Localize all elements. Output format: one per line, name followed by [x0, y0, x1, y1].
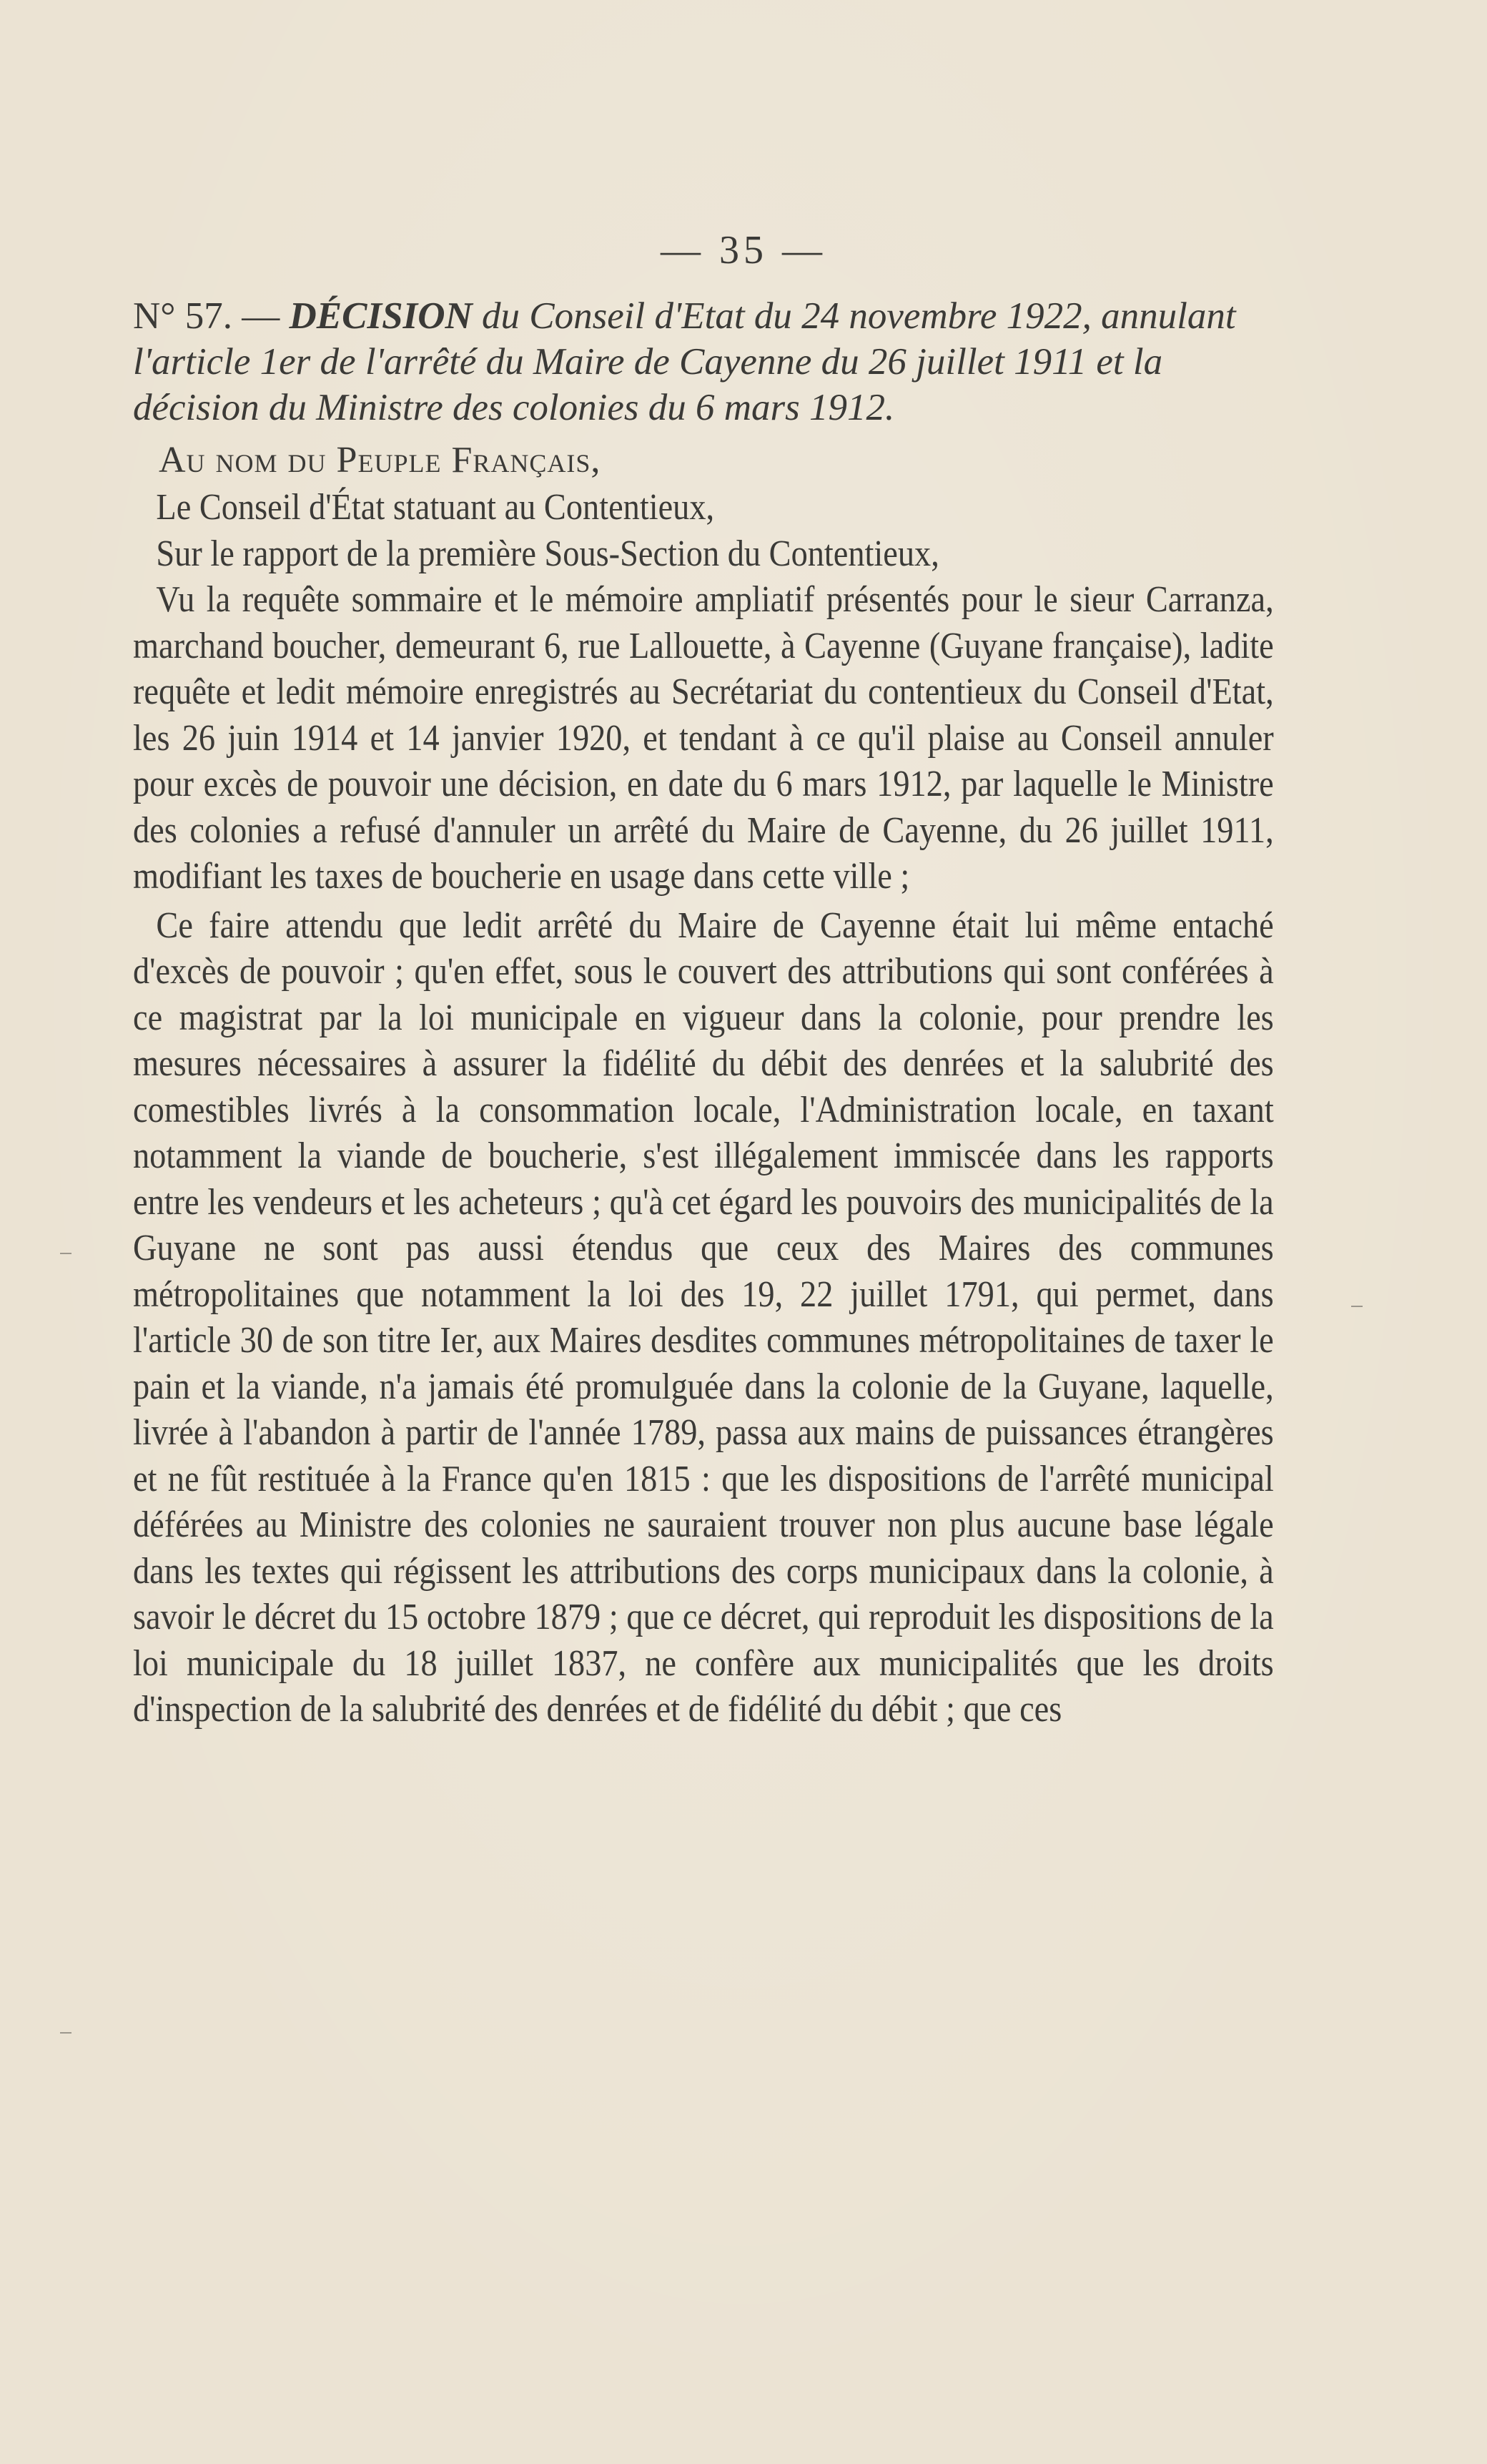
paragraph-attendu: Ce faire attendu que ledit arrêté du Maire de Cayenne était lui même entaché d'excès de pouvoir ; qu'en effet, sous le couvert des attributions qui sont conférées à ce magistrat par la loi municipale en vigueur dans la colonie, pour prendre les mesures nécessaires à assurer la fidélité du débit des denrées et la salubrité des comestibles livrés à la consommation locale, l'Administration locale, en taxant notamment la viande de boucherie, s'est illégalement immiscée dans les rapports entre les vendeurs et les acheteurs ; qu'à cet égard les pouvoirs des municipalités de la Guyane ne sont pas aussi étendus que ceux des Maires des communes métropolitaines que notamment la loi des 19, 22 juillet 1791, qui permet, dans l'article 30 de son titre Ier, aux Maires desdites communes métropolitaines de taxer le pain et la viande, n'a jamais été promulguée dans la colonie de la Guyane, laquelle, livrée à l'abandon à partir de l'année 1789, passa aux mains de puissances étrangères et ne fût restituée à la France qu'en 1815 : que les dispositions de l'arrêté municipal déférées au Ministre des colonies ne sauraient trouver non plus aucune base légale dans les textes qui régissent les attributions des corps municipaux dans la colonie, à savoir le décret du 15 octobre 1879 ; que ce décret, qui reproduit les dispositions de la loi municipale du 18 juillet 1837, ne confère aux municipalités que les droits d'inspection de la salubrité des denrées et de fidélité du débit ; que ces	[133, 905, 1274, 1730]
paragraph-requete: Vu la requête sommaire et le mémoire ampliatif présentés pour le sieur Carranza, marchand boucher, demeurant 6, rue Lallouette, à Cayenne (Guyane française), ladite requête et ledit mémoire enregistrés au Secrétariat du contentieux du Conseil d'Etat, les 26 juin 1914 et 14 janvier 1920, et tendant à ce qu'il plaise au Conseil annuler pour excès de pouvoir une décision, en date du 6 mars 1912, par laquelle le Ministre des colonies a refusé d'annuler un arrêté du Maire de Cayenne, du 26 juillet 1911, modifiant les taxes de boucherie en usage dans cette ville ;	[133, 579, 1274, 897]
page-number: — 35 —	[661, 228, 826, 272]
preamble: Au nom du Peuple Français,	[159, 440, 601, 481]
paragraph-conseil: Le Conseil d'État statuant au Contentieux,	[156, 487, 715, 528]
decision-keyword: DÉCISION	[289, 295, 473, 337]
decision-heading	[133, 293, 1274, 430]
decision-number: N° 57. —	[133, 295, 290, 337]
decision-title: du Conseil d'Etat du 24 novembre 1922, annulant l'article 1er de l'arrêté du Maire de Cayenne du 26 juillet 1911 et la décision du Ministre des colonies du 6 mars 1912.	[133, 295, 1236, 428]
paragraph-rapport: Sur le rapport de la première Sous-Section du Contentieux,	[156, 533, 939, 574]
margin-mark	[1351, 1306, 1363, 1307]
margin-mark	[60, 2032, 71, 2034]
margin-mark	[60, 1253, 71, 1254]
text-block	[133, 293, 1274, 1733]
